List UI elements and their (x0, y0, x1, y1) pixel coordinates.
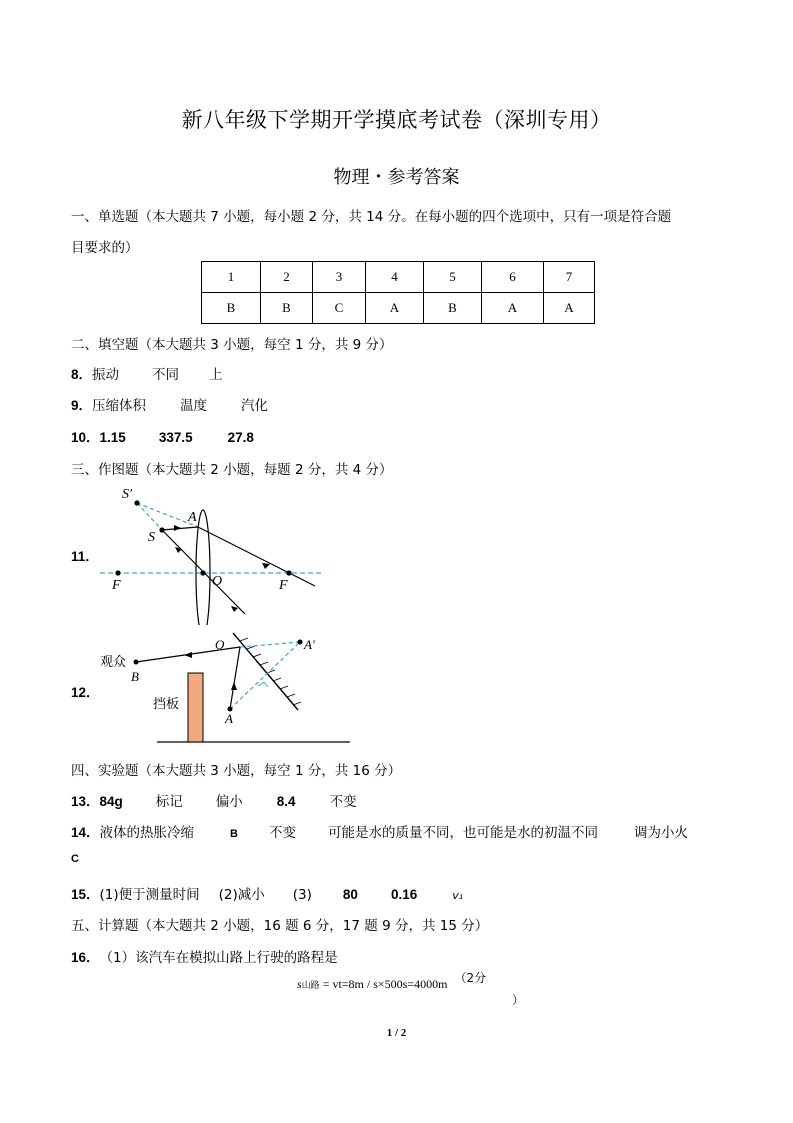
label-f-right: F (279, 578, 288, 593)
answer: 压缩体积 (92, 398, 147, 414)
label-o: O (212, 574, 223, 589)
table-cell: B (261, 293, 313, 324)
table-row-answers (202, 293, 595, 324)
page-title: 新八年级下学期开学摸底考试卷（深圳专用） (181, 108, 612, 132)
answer: 不同 (152, 367, 180, 383)
q10-line (71, 426, 254, 446)
label-o: O (215, 637, 225, 652)
answer: (3) (292, 887, 312, 903)
table-cell: 4 (366, 262, 424, 293)
section4-heading: 四、实验题（本大题共 3 小题，每空 1 分，共 16 分） (71, 763, 402, 779)
answer: (1)便于测量时间 (99, 887, 200, 903)
question-number: 13． (71, 794, 100, 809)
answer: 0.16 (390, 887, 418, 902)
answer: 温度 (180, 398, 208, 414)
table-cell: 6 (482, 262, 544, 293)
page-subtitle: 物理・参考答案 (333, 167, 460, 188)
incident-ray (162, 527, 198, 530)
page-number: 1 / 2 (386, 1027, 407, 1039)
label-s-prime: S′ (122, 487, 133, 502)
virtual-ray (240, 642, 300, 647)
section1-heading-cont: 目要求的） (71, 240, 139, 256)
answer: v₁ (452, 889, 464, 902)
table-cell: B (202, 293, 261, 324)
question-number: 15． (71, 887, 100, 902)
arrow-icon (184, 652, 192, 658)
section3-heading: 三、作图题（本大题共 2 小题，每题 2 分，共 4 分） (71, 462, 393, 478)
table-cell: 1 (202, 262, 261, 293)
table-cell: 7 (544, 262, 595, 293)
point-o (200, 570, 205, 575)
answer: 汽化 (241, 398, 269, 414)
answer: 84g (99, 794, 123, 809)
arrow-icon (175, 547, 182, 553)
answer-table (201, 261, 595, 324)
formula-subscript: 山路 (301, 980, 320, 990)
mirror-hatching (240, 638, 301, 705)
point-f-right (286, 570, 291, 575)
table-cell: 3 (313, 262, 366, 293)
arrow-icon (231, 682, 237, 690)
label-s: S (148, 530, 155, 545)
question-number: 8． (71, 367, 93, 382)
q16-line (71, 946, 338, 966)
point-a-prime (298, 640, 303, 645)
q12-number: 12． (71, 685, 100, 700)
formula (297, 971, 487, 992)
answer: 不变 (329, 794, 357, 810)
answer: 液体的热胀冷缩 (99, 825, 195, 841)
point-f-left (115, 570, 120, 575)
answer: (2)减小 (218, 887, 265, 903)
q13-line (71, 790, 357, 810)
arrow-icon (174, 525, 181, 531)
section2-heading: 二、填空题（本大题共 3 小题，每空 1 分，共 9 分） (71, 337, 393, 353)
label-audience: 观众 (100, 654, 127, 669)
table-cell: 5 (424, 262, 482, 293)
answer: 27.8 (227, 430, 254, 445)
answer: 不变 (268, 825, 296, 841)
answer: 上 (209, 367, 223, 383)
q14-line (71, 821, 688, 841)
answer: 8.4 (276, 794, 296, 809)
incident-ray (230, 647, 240, 709)
right-angle-mark (258, 682, 268, 687)
virtual-ray (137, 503, 162, 530)
table-cell: A (482, 293, 544, 324)
lens-ray-diagram (100, 485, 330, 625)
point-s (159, 527, 164, 532)
answer: 调为小火 (633, 825, 688, 841)
score-note: （2分 (454, 971, 487, 985)
question-number: 10． (71, 430, 100, 445)
table-cell: A (366, 293, 424, 324)
answer: （1）该汽车在模拟山路上行驶的路程是 (99, 950, 338, 966)
q11-number: 11． (71, 549, 99, 564)
table-cell: B (424, 293, 482, 324)
point-b (134, 660, 139, 665)
score-note-close: ） (512, 993, 525, 1007)
mirror-ray-diagram (100, 630, 355, 748)
answer: 可能是水的质量不同，也可能是水的初温不同 (327, 825, 598, 841)
answer: 标记 (155, 794, 183, 810)
label-board: 挡板 (153, 696, 180, 711)
table-cell: C (313, 293, 366, 324)
question-number: 16． (71, 950, 100, 965)
label-f-left: F (112, 578, 121, 593)
label-a-prime: A′ (304, 637, 315, 652)
section1-heading: 一、单选题（本大题共 7 小题，每小题 2 分，共 14 分。在每小题的四个选项中，只有一项是符合题 (71, 209, 672, 225)
table-row-numbers (202, 262, 595, 293)
q9-line (71, 394, 268, 414)
arrow-icon (262, 563, 270, 569)
board (188, 673, 203, 742)
label-b: B (131, 669, 139, 684)
point-s-prime (134, 500, 139, 505)
answer: 337.5 (158, 430, 193, 445)
q15-line (71, 883, 463, 903)
formula-body: = vt=8m / s×500s=4000m (319, 977, 448, 991)
answer: 80 (342, 887, 358, 902)
answer: B (230, 828, 238, 840)
table-cell: 2 (261, 262, 313, 293)
answer: 振动 (92, 367, 120, 383)
plane-mirror (233, 633, 298, 710)
label-a: A (225, 711, 233, 726)
q14-answer-c: C (71, 853, 79, 865)
formula-symbol: s (297, 977, 302, 991)
answer: 偏小 (215, 794, 243, 810)
q8-line (71, 363, 223, 383)
section5-heading: 五、计算题（本大题共 2 小题，16 题 6 分，17 题 9 分，共 15 分） (71, 918, 489, 934)
question-number: 9． (71, 398, 93, 413)
table-cell: A (544, 293, 595, 324)
arrow-icon (231, 606, 238, 612)
question-number: 14． (71, 825, 100, 840)
answer: 1.15 (99, 430, 126, 445)
label-a: A (188, 510, 197, 525)
